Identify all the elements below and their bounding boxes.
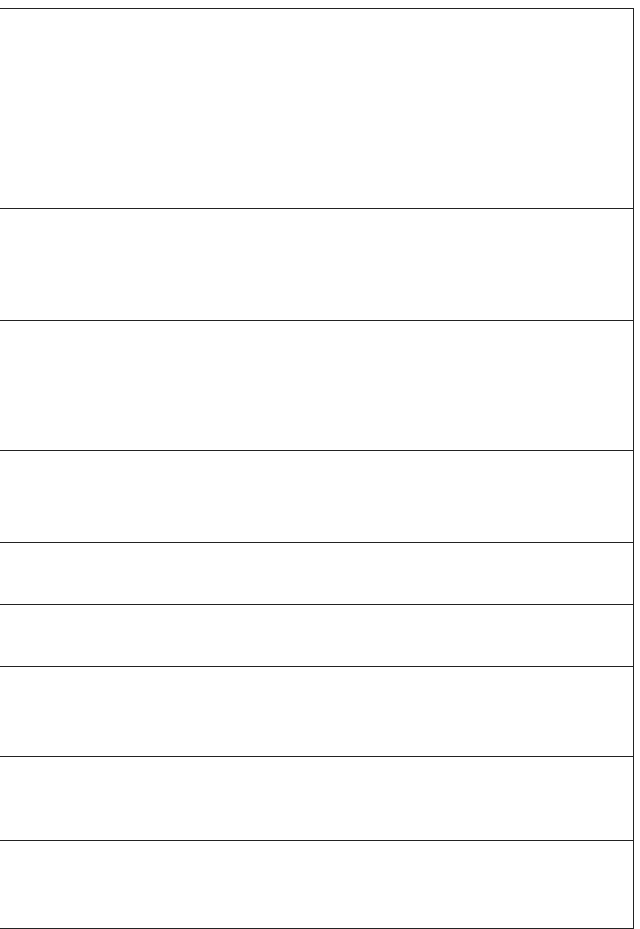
header-share-mo bbox=[0, 841, 634, 929]
header-service bbox=[0, 209, 634, 321]
header-rate bbox=[0, 543, 634, 605]
block1-header-row bbox=[0, 9, 634, 929]
header-population bbox=[0, 757, 634, 841]
header-volume bbox=[0, 605, 634, 667]
header-tariff bbox=[0, 451, 634, 543]
block1-settlement-cell bbox=[0, 9, 634, 209]
tariff-table bbox=[0, 8, 634, 929]
header-norm bbox=[0, 667, 634, 757]
header-type bbox=[0, 321, 634, 451]
